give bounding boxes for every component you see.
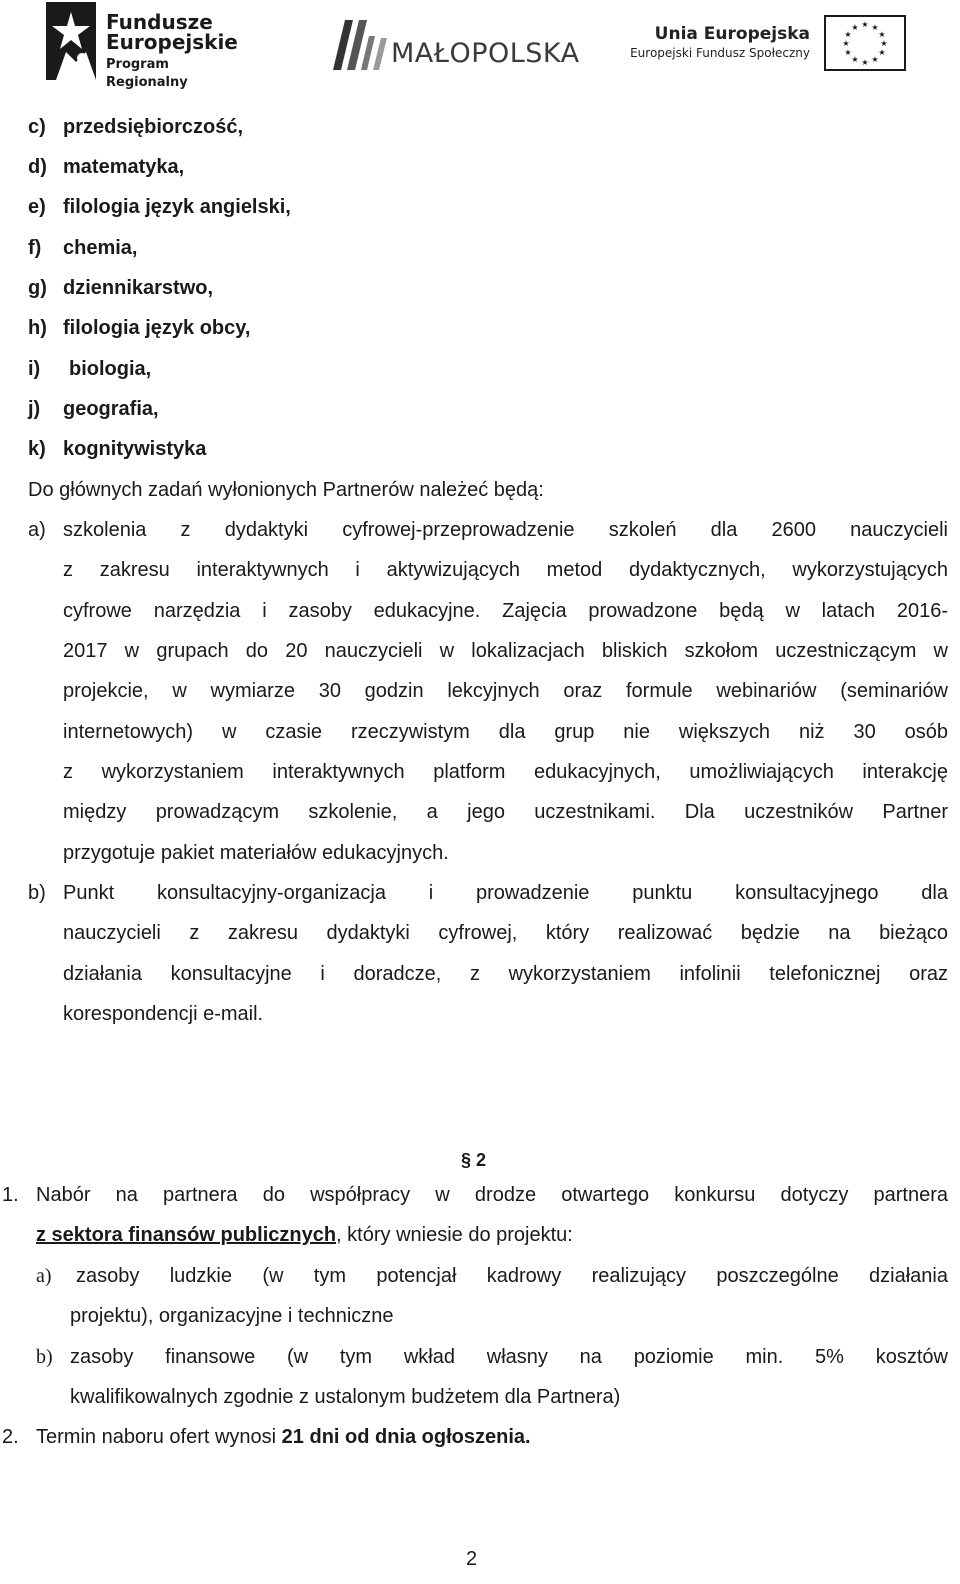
task-b-label: b) bbox=[28, 882, 46, 904]
fe-star-icon bbox=[46, 2, 96, 80]
svg-text:★: ★ bbox=[871, 55, 879, 64]
task-a-line: internetowych) w czasie rzeczywistym dla grup nie większych niż 30 osób bbox=[63, 721, 948, 743]
sub-a-label: a) bbox=[36, 1265, 52, 1287]
list-item-text: przedsiębiorczość, bbox=[63, 116, 244, 138]
fe-logo-line2: Europejskie bbox=[106, 30, 238, 54]
task-b-line: Punkt konsultacyjny-organizacja i prowadzenie punktu konsultacyjnego dla bbox=[63, 882, 948, 904]
list-item-text: dziennikarstwo, bbox=[63, 277, 214, 299]
svg-text:★: ★ bbox=[851, 23, 859, 32]
list-item-label: e) bbox=[28, 196, 46, 218]
task-a-line: cyfrowe narzędzia i zasoby edukacyjne. Zajęcia prowadzone będą w latach 2016- bbox=[63, 600, 948, 622]
page-number: 2 bbox=[466, 1548, 478, 1570]
fundusze-europejskie-logo bbox=[46, 2, 246, 90]
task-a-line: projekcie, w wymiarze 30 godzin lekcyjnych oraz formule webinariów (seminariów bbox=[63, 680, 948, 702]
malopolska-mark-icon bbox=[333, 16, 389, 70]
item-1-underlined: z sektora finansów publicznych bbox=[36, 1224, 337, 1246]
item-2-label: 2. bbox=[2, 1426, 19, 1448]
item-2-bold: 21 dni od dnia ogłoszenia. bbox=[281, 1426, 531, 1448]
svg-text:★: ★ bbox=[861, 20, 869, 29]
list-item-text: kognitywistyka bbox=[63, 438, 207, 460]
ue-logo-line2: Europejski Fundusz Społeczny bbox=[630, 46, 810, 60]
list-item-text: filologia język obcy, bbox=[63, 317, 251, 339]
task-a-line: z wykorzystaniem interaktywnych platform edukacyjnych, umożliwiających interakcję bbox=[63, 761, 948, 783]
task-a-line: między prowadzącym szkolenie, a jego uczestnikami. Dla uczestników Partner bbox=[63, 801, 948, 823]
list-item-text: filologia język angielski, bbox=[63, 196, 291, 218]
svg-text:★: ★ bbox=[878, 30, 886, 39]
svg-text:★: ★ bbox=[861, 58, 869, 67]
item-2-text bbox=[36, 1425, 531, 1449]
item-1-line2-rest: , który wniesie do projektu: bbox=[336, 1224, 573, 1246]
tasks-intro: Do głównych zadań wyłonionych Partnerów należeć będą: bbox=[28, 479, 544, 501]
sub-b-line1: zasoby finansowe (w tym wkład własny na poziomie min. 5% kosztów bbox=[70, 1346, 948, 1368]
list-item-label: d) bbox=[28, 156, 47, 178]
svg-text:★: ★ bbox=[880, 39, 888, 48]
list-item-label: g) bbox=[28, 277, 47, 299]
malopolska-wordmark: MAŁOPOLSKA bbox=[391, 38, 580, 69]
item-1-label: 1. bbox=[2, 1184, 19, 1206]
list-item-label: c) bbox=[28, 116, 46, 138]
item-2-plain: Termin naboru ofert wynosi bbox=[36, 1426, 282, 1448]
task-a-line: szkolenia z dydaktyki cyfrowej-przeprowadzenie szkoleń dla 2600 nauczycieli bbox=[63, 519, 948, 541]
sub-a-line2: projektu), organizacyjne i techniczne bbox=[70, 1305, 394, 1327]
malopolska-logo bbox=[333, 14, 580, 74]
task-a-line: z zakresu interaktywnych i aktywizujących metod dydaktycznych, wykorzystujących bbox=[63, 559, 948, 581]
task-a-label: a) bbox=[28, 519, 46, 541]
item-1-line2 bbox=[36, 1223, 573, 1247]
svg-text:★: ★ bbox=[851, 55, 859, 64]
svg-text:★: ★ bbox=[842, 39, 850, 48]
list-item-text: matematyka, bbox=[63, 156, 185, 178]
list-item-text: chemia, bbox=[63, 237, 138, 259]
svg-text:★: ★ bbox=[844, 48, 852, 57]
svg-text:★: ★ bbox=[844, 30, 852, 39]
svg-text:★: ★ bbox=[871, 23, 879, 32]
sub-b-line2: kwalifikowalnych zgodnie z ustalonym budżetem dla Partnera) bbox=[70, 1386, 621, 1408]
list-item-label: j) bbox=[28, 398, 41, 420]
list-item-label: i) bbox=[28, 358, 41, 380]
svg-text:★: ★ bbox=[878, 48, 886, 57]
page-header bbox=[0, 0, 960, 90]
sub-a-line1: zasoby ludzkie (w tym potencjał kadrowy realizujący poszczególne działania bbox=[76, 1265, 948, 1287]
task-b-line: działania konsultacyjne i doradcze, z wykorzystaniem infolinii telefonicznej oraz bbox=[63, 963, 948, 985]
list-item-label: h) bbox=[28, 317, 47, 339]
unia-europejska-logo bbox=[630, 15, 910, 75]
eu-flag-icon bbox=[824, 15, 906, 71]
task-a-line: przygotuje pakiet materiałów edukacyjnych. bbox=[63, 842, 449, 864]
list-item-label: f) bbox=[28, 237, 42, 259]
section-heading: § 2 bbox=[461, 1150, 487, 1170]
sub-b-label: b) bbox=[36, 1346, 53, 1368]
ue-logo-line1: Unia Europejska bbox=[654, 24, 810, 44]
task-b-line: korespondencji e-mail. bbox=[63, 1003, 264, 1025]
task-a-line: 2017 w grupach do 20 nauczycieli w lokalizacjach bliskich szkołom uczestniczącym w bbox=[63, 640, 948, 662]
fe-logo-line3: Program Regionalny bbox=[106, 57, 188, 90]
item-1-line1: Nabór na partnera do współpracy w drodze otwartego konkursu dotyczy partnera bbox=[36, 1184, 948, 1206]
fe-logo-line1: Fundusze bbox=[106, 10, 213, 34]
task-b-line: nauczycieli z zakresu dydaktyki cyfrowej, który realizować będzie na bieżąco bbox=[63, 922, 948, 944]
list-item-text: geografia, bbox=[63, 398, 159, 420]
list-item-text: biologia, bbox=[69, 358, 152, 380]
list-item-label: k) bbox=[28, 438, 46, 460]
